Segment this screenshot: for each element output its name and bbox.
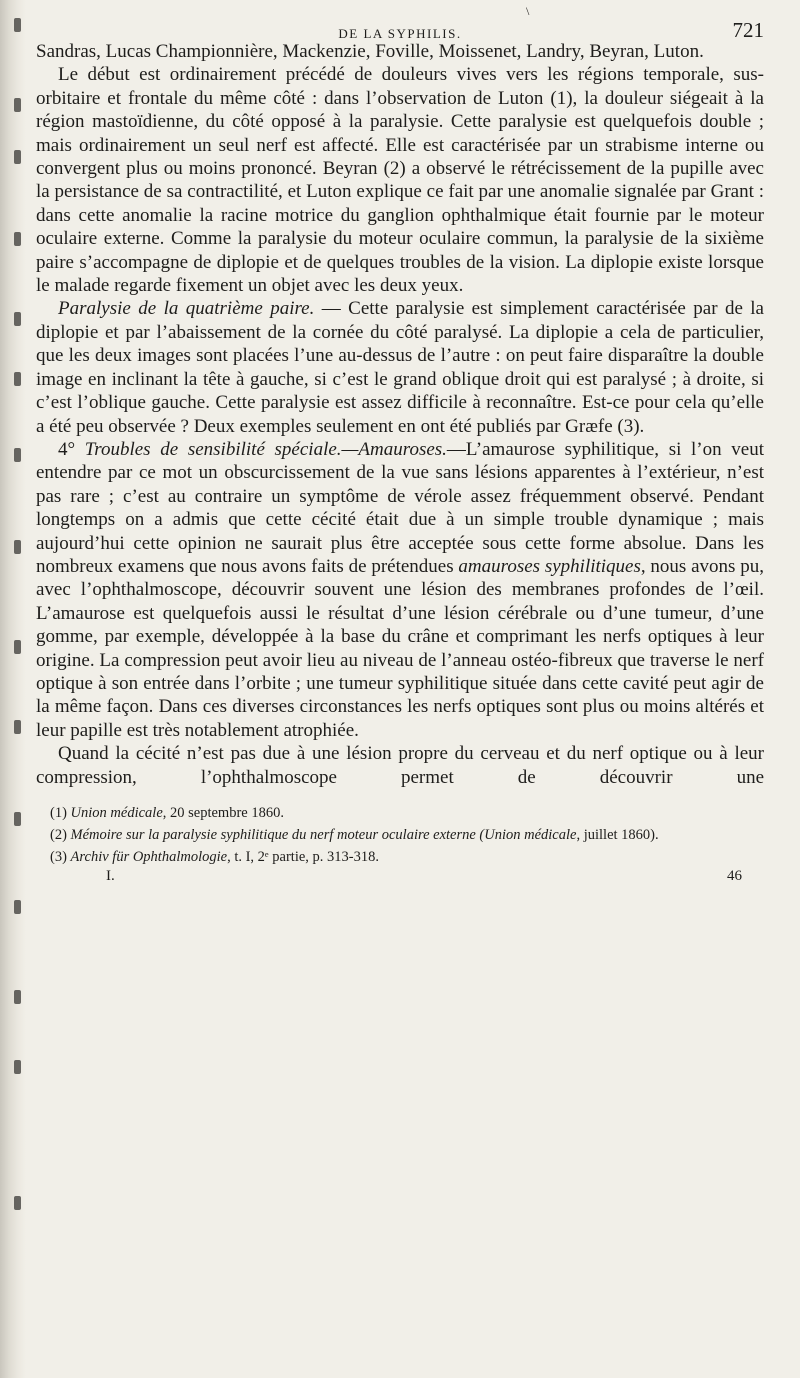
volume-signature: I. [106, 868, 115, 884]
binding-stain [14, 448, 21, 462]
footnote [36, 802, 764, 824]
footnote-marker: (3) [50, 849, 67, 865]
binding-stain [14, 720, 21, 734]
footnote-source: Archiv für Ophthalmologie [70, 849, 228, 865]
section-number: 4° [58, 438, 76, 460]
binding-stain [14, 990, 21, 1004]
binding-stain [14, 900, 21, 914]
binding-stain [14, 98, 21, 112]
binding-stain [14, 18, 21, 32]
body-text [36, 40, 764, 789]
term-amauroses-syphilitiques: amauroses syphilitiques [458, 555, 641, 577]
binding-stain [14, 640, 21, 654]
page-number: 721 [732, 18, 764, 42]
paragraph-fourth-pair [36, 297, 764, 437]
sheet-signature: 46 [727, 868, 742, 884]
paragraph-onset: Le début est ordinairement précédé de douleurs vives vers les régions temporale, sus-orbitaire et frontale du même côté : dans l’observation de Luton (1), la douleur siégeait à la région mastoïdienne, du côté opposé à la paralysie. Cette paralysie est quelquefois double ; mais ordinairement un seul nerf est affecté. Elle est caractérisée par un strabisme interne ou convergent plus ou moins prononcé. Beyran (2) a observé le rétrécissement de la pupille avec la persistance de sa contractilité, et Luton explique ce fait par une anomalie signalée par Grant : dans cette anomalie la racine motrice du ganglion ophthalmique était fournie par le moteur oculaire externe. Comme la paralysie du moteur oculaire commun, la paralysie de la sixième paire s’accompagne de diplopie et de quelques troubles de la vision. La diplopie existe lorsque le malade regarde fixement un objet avec les deux yeux. [36, 64, 764, 297]
footnote-marker: (1) [50, 805, 67, 821]
page-binding-edge [0, 0, 26, 1378]
paragraph-fourth-pair-text: — Cette paralysie est simplement caractérisée par de la diplopie et par l’abaissement de la cornée du côté paralysé. La diplopie a cela de particulier, que les deux images sont placées l’une au-dessus de l’autre : on peut faire disparaître la double image en inclinant la tête à gauche, si c’est le grand oblique droit qui est paralysé ; à droite, si c’est l’oblique gauche. Cette paralysie est assez difficile à reconnaître. Est-ce pour cela qu’elle a été peu observée ? Deux exemples seulement en ont été publiés par Græfe (3). [36, 298, 764, 437]
binding-stain [14, 312, 21, 326]
footnote-source: Union médicale [70, 805, 163, 821]
binding-stain [14, 372, 21, 386]
footnote-marker: (2) [50, 827, 67, 843]
corner-mark: \ [526, 4, 530, 18]
binding-stain [14, 1060, 21, 1074]
footnote-rest: , juillet 1860). [576, 827, 659, 843]
section-heading-fourth-pair: Paralysie de la quatrième paire. [58, 298, 315, 320]
running-title: DE LA SYPHILIS. [338, 26, 462, 41]
book-page [36, 0, 764, 890]
footnote-rest: , 20 septembre 1860. [162, 805, 284, 821]
footnote-source: Mémoire sur la paralysie syphilitique du nerf moteur oculaire externe (Union médicale [70, 827, 577, 843]
footnotes [36, 802, 764, 868]
binding-stain [14, 232, 21, 246]
section-heading-amauroses: Troubles de sensibilité spéciale.—Amauroses. [84, 438, 447, 460]
paragraph-amauroses [36, 438, 764, 742]
footnote-rest: , t. I, 2ᵉ partie, p. 313-318. [227, 849, 379, 865]
binding-stain [14, 540, 21, 554]
page-header [36, 0, 764, 40]
signature-line [36, 868, 764, 890]
footnote [36, 824, 764, 846]
paragraph-amauroses-text-a: —L’amaurose syphilitique, si l’on veut entendre par ce mot un obscurcissement de la vue sans lésions apparentes à l’extérieur, n’est pas rare ; c’est au contraire un symptôme de vérole assez fréquemment observé. Pendant longtemps on a admis que cette cécité était due à un simple trouble dynamique ; mais aujourd’hui cette opinion ne saurait plus être acceptée sous cette forme absolue. Dans les nombreux examens que nous avons faits de prétendues [36, 438, 764, 577]
paragraph-amauroses-text-b: , nous avons pu, avec l’ophthalmoscope, découvrir souvent une lésion des membranes profondes de l’œil. L’amaurose est quelquefois aussi le résultat d’une lésion cérébrale ou d’une tumeur, d’une gomme, par exemple, développée à la base du crâne et comprimant les nerfs optiques à leur origine. La compression peut avoir lieu au niveau de l’anneau ostéo-fibreux que traverse le nerf optique à son entrée dans l’orbite ; une tumeur syphilitique située dans cette cavité peut agir de la même façon. Dans ces diverses circonstances les nerfs optiques sont plus ou moins altérés et leur papille est très notablement atrophiée. [36, 555, 764, 741]
binding-stain [14, 1196, 21, 1210]
binding-stain [14, 150, 21, 164]
paragraph-cecite: Quand la cécité n’est pas due à une lésion propre du cerveau et du nerf optique ou à leur compression, l’ophthalmoscope permet de découvrir une [36, 743, 764, 788]
paragraph-author-list: Sandras, Lucas Championnière, Mackenzie, Foville, Moissenet, Landry, Beyran, Luton. [36, 41, 704, 62]
footnote [36, 846, 764, 868]
binding-stain [14, 812, 21, 826]
